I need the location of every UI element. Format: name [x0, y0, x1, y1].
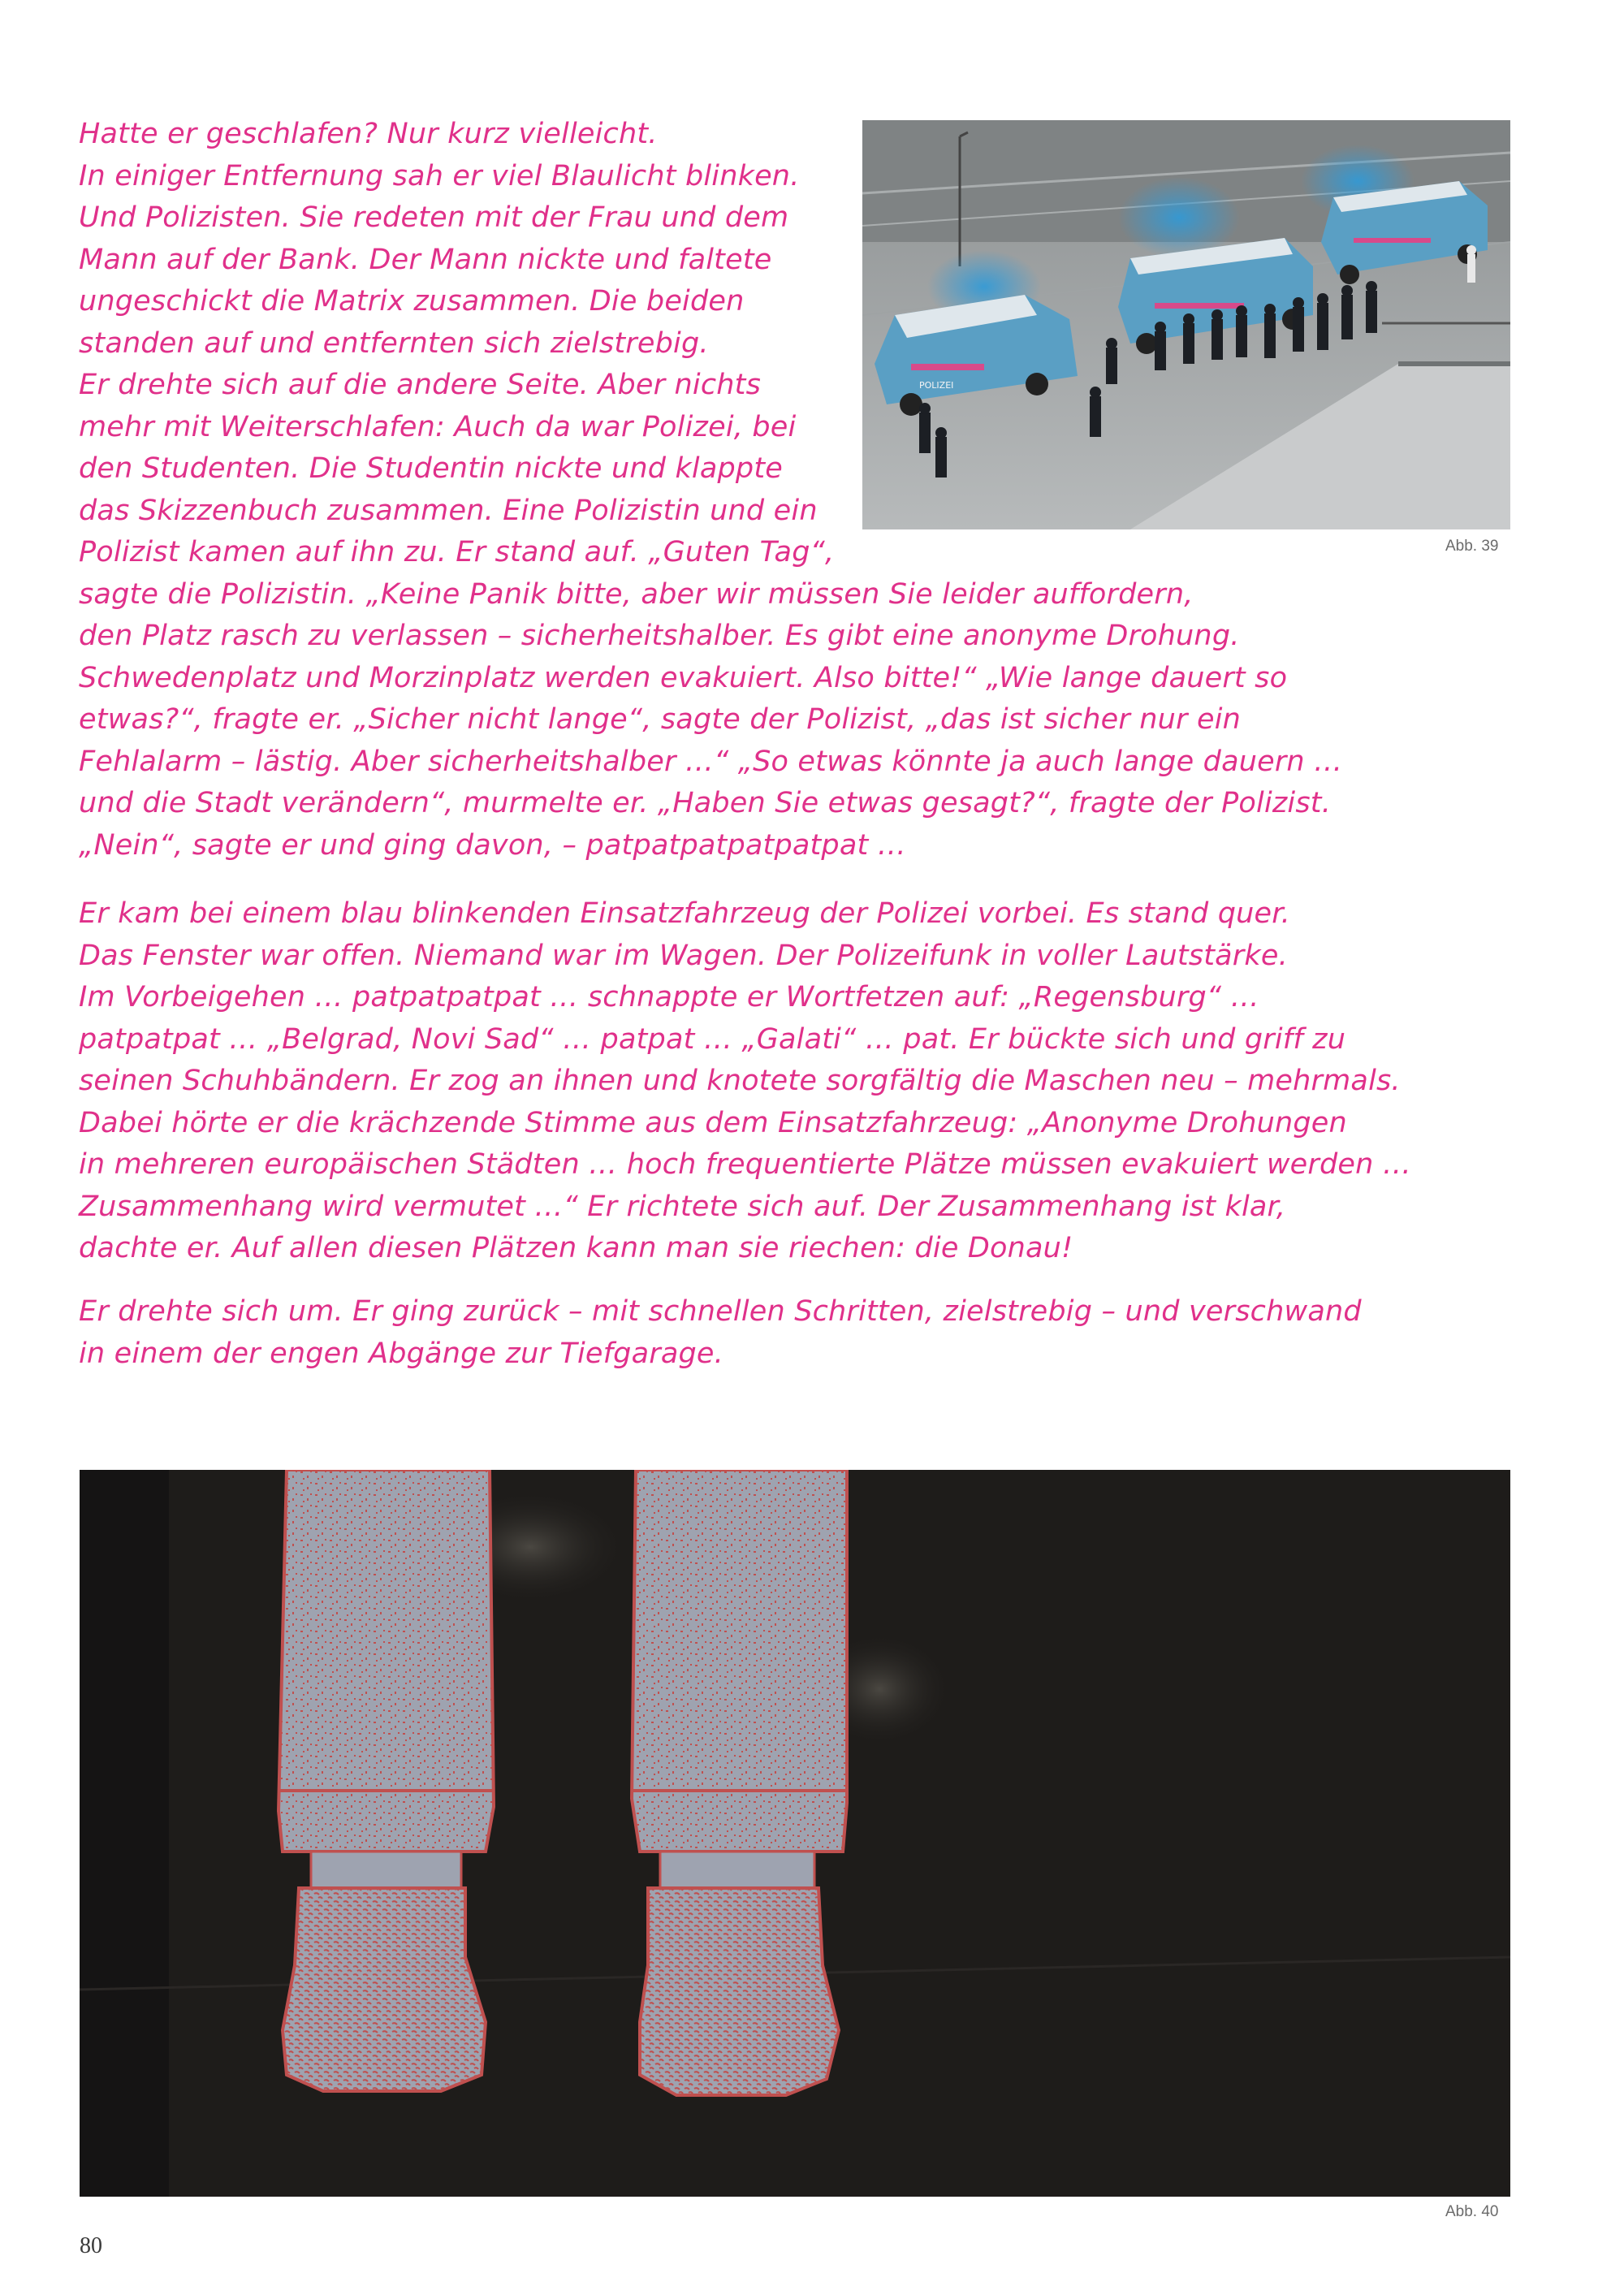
text-line: ungeschickt die Matrix zusammen. Die beiden — [79, 285, 745, 318]
legs-shoes-illustration — [80, 1470, 1510, 2197]
right-shoe — [640, 1888, 839, 2095]
text-line: Schwedenplatz und Morzinplatz werden evakuiert. Also bitte!“ „Wie lange dauert so — [79, 661, 1288, 694]
text-line: Er kam bei einem blau blinkenden Einsatzfahrzeug der Polizei vorbei. Es stand quer. — [79, 897, 1290, 930]
text-line: patpatpat … „Belgrad, Novi Sad“ … patpat … „Galati“ … pat. Er bückte sich und griff zu — [79, 1022, 1346, 1056]
right-trouser-leg — [632, 1470, 847, 1892]
text-line: Fehlalarm – lästig. Aber sicherheitshalber …“ „So etwas könnte ja auch lange dauern … — [79, 745, 1343, 778]
page-number: 80 — [80, 2233, 102, 2258]
text-line: das Skizzenbuch zusammen. Eine Polizistin und ein — [79, 494, 818, 527]
story-paragraph-3 — [79, 1291, 1362, 1375]
figure-caption: Abb. 40 — [1445, 2203, 1499, 2220]
text-line: den Platz rasch zu verlassen – sicherheitshalber. Es gibt eine anonyme Drohung. — [79, 620, 1240, 652]
text-line: etwas?“, fragte er. „Sicher nicht lange“, sagte der Polizist, „das ist sicher nur ein — [79, 703, 1241, 736]
text-line: dachte er. Auf allen diesen Plätzen kann man sie riechen: die Donau! — [79, 1232, 1073, 1264]
story-paragraph-2 — [79, 893, 1411, 1270]
text-line: Mann auf der Bank. Der Mann nickte und faltete — [79, 243, 772, 276]
text-line: Das Fenster war offen. Niemand war im Wagen. Der Polizeifunk in voller Lautstärke. — [79, 939, 1288, 972]
text-line: Dabei hörte er die krächzende Stimme aus dem Einsatzfahrzeug: „Anonyme Drohungen — [79, 1106, 1347, 1139]
text-line: „Nein“, sagte er und ging davon, – patpatpatpatpatpat … — [79, 828, 906, 862]
police-vans-photo — [862, 120, 1510, 529]
text-line: mehr mit Weiterschlafen: Auch da war Polizei, bei — [79, 410, 797, 443]
left-trouser-leg — [279, 1470, 494, 1892]
text-line: sagte die Polizistin. „Keine Panik bitte, aber wir müssen Sie leider auffordern, — [79, 577, 1194, 611]
text-line: in einem der engen Abgänge zur Tiefgarage. — [79, 1337, 723, 1370]
text-line: standen auf und entfernten sich zielstrebig. — [79, 326, 709, 360]
text-line: und die Stadt verändern“, murmelte er. „Haben Sie etwas gesagt?“, fragte der Polizist. — [79, 787, 1332, 819]
legs-shoes-drawing — [80, 1470, 1510, 2197]
text-line: Hatte er geschlafen? Nur kurz vielleicht. — [79, 118, 658, 150]
text-line: seinen Schuhbändern. Er zog an ihnen und knotete sorgfältig die Maschen neu – mehrmals. — [79, 1065, 1401, 1097]
text-line: Er drehte sich um. Er ging zurück – mit schnellen Schritten, zielstrebig – und verschwand — [79, 1295, 1362, 1328]
figure-caption: Abb. 39 — [1445, 538, 1499, 555]
police-vans-illustration — [862, 120, 1510, 529]
text-line: Er drehte sich auf die andere Seite. Aber nichts — [79, 369, 762, 401]
text-line: in mehreren europäischen Städten … hoch frequentierte Plätze müssen evakuiert werden … — [79, 1148, 1412, 1181]
text-line: Im Vorbeigehen … patpatpatpat … schnappte er Wortfetzen auf: „Regensburg“ … — [79, 981, 1259, 1013]
svg-text:POLIZEI: POLIZEI — [919, 380, 954, 391]
text-line: Und Polizisten. Sie redeten mit der Frau und dem — [79, 201, 789, 234]
text-line: den Studenten. Die Studentin nickte und klappte — [79, 452, 783, 485]
text-line: Polizist kamen auf ihn zu. Er stand auf. „Guten Tag“, — [79, 536, 835, 568]
text-line: Zusammenhang wird vermutet …“ Er richtete sich auf. Der Zusammenhang ist klar, — [79, 1190, 1286, 1223]
left-shoe — [283, 1888, 486, 2091]
text-line: In einiger Entfernung sah er viel Blaulicht blinken. — [79, 159, 800, 192]
